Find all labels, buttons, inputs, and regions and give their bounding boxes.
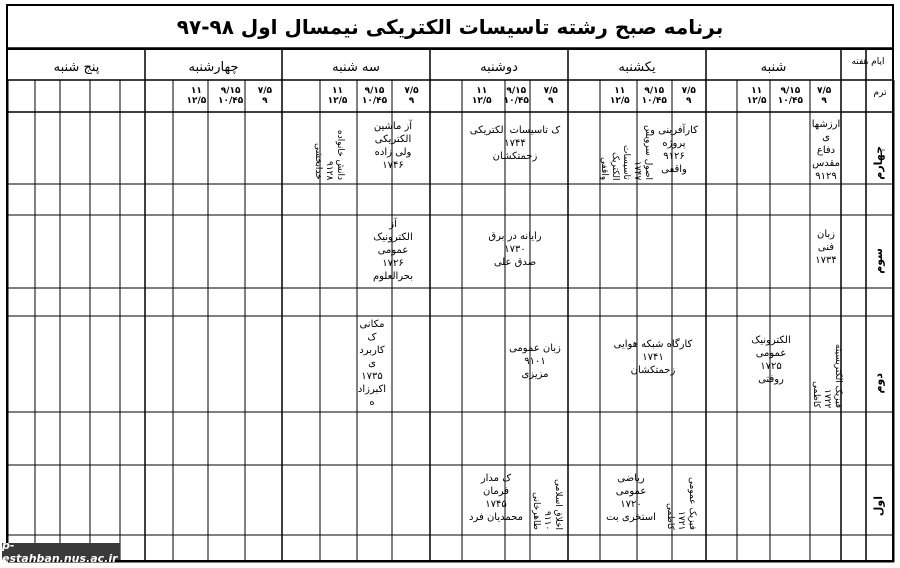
course-cell: آز الکترونیک عمومی ۱۷۲۶ بحرالعلوم	[372, 219, 414, 282]
day-header: دوشنبه	[480, 60, 518, 75]
course-cell: فیزیک الکتریسیته ۱۷۲۲ کاظمی	[811, 343, 843, 408]
time-slot-label: ۷/۵ ۹	[543, 86, 558, 106]
time-slot-label: ۱۱ ۱۲/۵	[746, 86, 767, 106]
course-cell: آز ماشین الکتریکی ولی زاده ۱۷۴۶	[373, 121, 413, 171]
time-slot-label: ۱۱ ۱۲/۵	[327, 86, 348, 106]
time-slot-label: ۷/۵ ۹	[816, 86, 832, 106]
course-cell: کارآفرینی و پروژه ۹۱۲۶ واقفی	[650, 125, 698, 175]
term-label: چهارم	[872, 145, 885, 180]
time-slot-label: ۱۱ ۱۲/۵	[609, 86, 630, 106]
time-slot-label: ۱۱ ۱۲/۵	[186, 86, 207, 106]
term-label: اول	[872, 495, 885, 516]
course-cell: دانش خانواده ۹۱۲۸ خدابخشی	[313, 129, 345, 180]
day-header: چهارشنبه	[188, 60, 239, 75]
weekdays-label: ایام هفته	[851, 57, 885, 67]
time-slot-label: ۹/۱۵ ۱۰/۴۵	[777, 86, 803, 106]
time-slot-label: ۱۱ ۱۲/۵	[471, 86, 492, 106]
time-slot-label: ۷/۵ ۹	[257, 86, 273, 106]
course-cell: ک تاسیسات الکتریکی ۱۷۴۴ زحمتکشان	[469, 125, 561, 162]
page-title: برنامه صبح رشته تاسیسات الکتریکی نیمسال اول ۹۸-۹۷	[176, 15, 724, 39]
term-label: سوم	[872, 247, 885, 274]
time-slot-label: ۹/۱۵ ۱۰/۴۵	[503, 86, 529, 106]
time-slot-label: ۹/۱۵ ۱۰/۴۵	[217, 86, 244, 106]
site-watermark: p-estahban.nus.ac.ir	[2, 543, 120, 560]
course-cell: رایانه در برق ۱۷۳۰ صدق علی	[488, 231, 542, 268]
course-cell: اخلاق اسلامی ۹۱۱۰ طاهرخانی	[531, 478, 563, 530]
course-cell: زبان فنی ۱۷۳۴	[815, 229, 837, 266]
course-cell: مکانی ک کاربرد ی ۱۷۳۵ اکبرزاد ه	[357, 319, 387, 408]
course-cell: زبان عمومی ۹۱۰۱ مزیزی	[509, 343, 561, 380]
course-cell: فیزیک عمومی ۱۷۲۱ کاظمی	[665, 477, 697, 530]
time-slot-label: ۷/۵ ۹	[404, 86, 419, 106]
time-slot-label: ۷/۵ ۹	[681, 86, 696, 106]
day-header: سه شنبه	[332, 60, 380, 75]
time-slot-label: ۹/۱۵ ۱۰/۴۵	[361, 86, 388, 106]
time-slot-label: ۹/۱۵ ۱۰/۴۵	[641, 86, 667, 106]
term-label: ترم	[873, 88, 887, 98]
course-cell: الکترونیک عمومی ۱۷۲۵ روفتی	[751, 335, 791, 385]
day-header: یکشنبه	[618, 60, 656, 75]
course-cell: ارزشها ی دفاع مقدس ۹۱۲۹	[811, 119, 841, 182]
course-cell: کارگاه شبکه هوایی ۱۷۴۱ زحمتکشان	[613, 339, 693, 376]
day-header: پنج شنبه	[53, 60, 100, 75]
course-cell: اصول سرویس ۱۷۴۷ تاسیسات الکتریک واقفی	[599, 124, 653, 180]
course-cell: ریاضی عمومی ۱۷۲۰ استخری بت	[606, 473, 656, 523]
term-label: دوم	[872, 372, 885, 394]
day-header: شنبه	[760, 60, 787, 75]
course-cell: ک مدار فرمان ۱۷۴۵ محمدیان فرد	[469, 473, 523, 523]
